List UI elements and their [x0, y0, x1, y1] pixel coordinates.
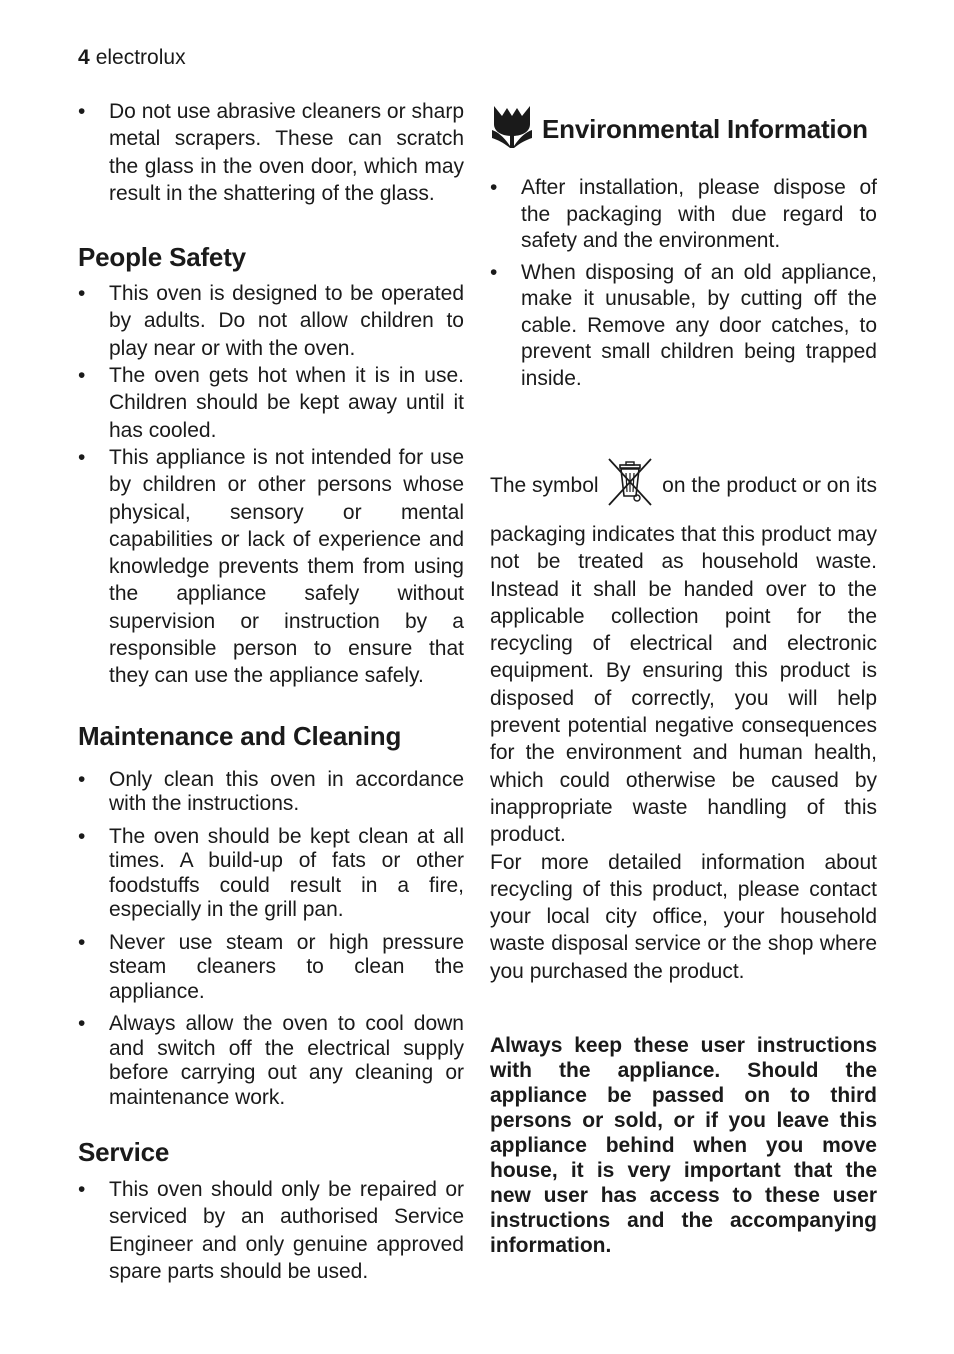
list-item: • Only clean this oven in accordance with the instructions. [78, 768, 464, 817]
symbol-line [490, 456, 877, 515]
intro-list [78, 98, 464, 207]
keep-instructions-notice: Always keep these user instructions with the appliance. Should the appliance be passed on to third persons or sold, or if you leave this appliance behind when you move house, it is very important that the new user has access to these user instructions and the accompanying information. [490, 1034, 877, 1258]
symbol-text-before: The symbol [490, 474, 599, 497]
brand-name: electrolux [95, 46, 186, 69]
left-column [78, 98, 464, 1285]
list-item: • Do not use abrasive cleaners or sharp metal scrapers. These can scratch the glass in the oven door, which may result in the shattering of the glass. [78, 98, 464, 207]
list-item: • The oven gets hot when it is in use. Children should be kept away until it has cooled. [78, 362, 464, 444]
environment-list [490, 175, 877, 392]
page-header [78, 44, 186, 72]
crossed-out-bin-icon [600, 456, 660, 515]
list-item: • This oven should only be repaired or serviced by an authorised Service Engineer and only genuine approved spare parts should be used. [78, 1176, 464, 1285]
maintenance-list [78, 768, 464, 1111]
section-title-environment: Environmental Information [542, 113, 868, 144]
section-title-service: Service [78, 1137, 170, 1168]
list-item: • Never use steam or high pressure steam cleaners to clean the appliance. [78, 931, 464, 1005]
weee-paragraph: packaging indicates that this product may not be treated as household waste. Instead it shall be handed over to the applicable collection point for the recycling of electrical and electronic equipment. By ensuring this product is disposed of correctly, you will help prevent potential negative consequences for the environment and human health, which could otherwise be caused by inappropriate waste handling of this product. [490, 523, 877, 847]
list-item: • When disposing of an old appliance, make it unusable, by cutting off the cable. Remove any door catches, to prevent small children being trapped inside. [490, 260, 877, 393]
list-item: • This appliance is not intended for use by children or other persons whose physical, sensory or mental capabilities or lack of experience and knowledge prevents them from using the appliance safely without supervision or instruction by a responsible person to ensure that they can use the appliance safely. [78, 444, 464, 690]
section-title-people-safety: People Safety [78, 242, 246, 273]
page-number: 4 [78, 46, 90, 69]
list-item: • The oven should be kept clean at all times. A build-up of fats or other foodstuffs could result in a fire, especially in the grill pan. [78, 825, 464, 923]
tulip-icon [490, 104, 534, 153]
list-item: • After installation, please dispose of the packaging with due regard to safety and the environment. [490, 175, 877, 255]
environment-heading [490, 104, 877, 153]
more-info-paragraph: For more detailed information about recycling of this product, please contact your local city office, your household waste disposal service or the shop where you purchased the product. [490, 850, 877, 983]
right-column [490, 98, 877, 1258]
people-safety-list [78, 280, 464, 689]
section-title-maintenance: Maintenance and Cleaning [78, 720, 402, 751]
list-item: • Always allow the oven to cool down and switch off the electrical supply before carrying out any cleaning or maintenance work. [78, 1012, 464, 1110]
service-list [78, 1176, 464, 1285]
list-item: • This oven is designed to be operated by adults. Do not allow children to play near or with the oven. [78, 280, 464, 362]
symbol-text-after: on the product or on its [662, 474, 877, 497]
